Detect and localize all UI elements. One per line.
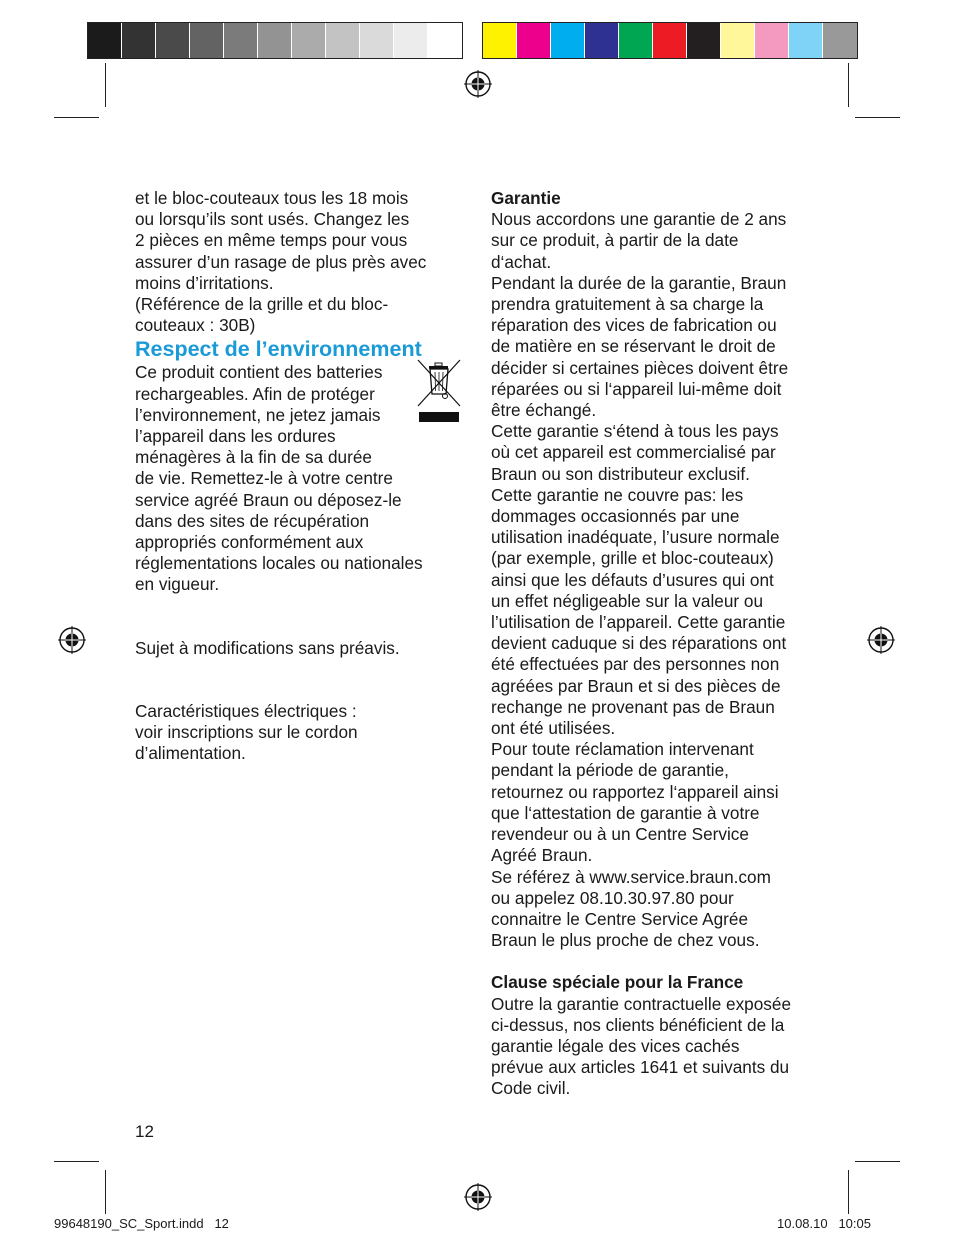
text-line: 2 pièces en même temps pour vous <box>135 230 408 251</box>
crossed-out-wheelie-bin-icon <box>416 354 462 428</box>
crop-mark <box>855 117 900 118</box>
color-swatch <box>789 23 823 58</box>
environment-paragraph <box>135 362 465 595</box>
text-line: dans des sites de récupération <box>135 510 370 531</box>
modification-notice: Sujet à modifications sans préavis. <box>135 637 400 658</box>
text-line: d’alimentation. <box>135 743 246 764</box>
text-line: que l‘attestation de garantie à votre <box>491 802 760 823</box>
text-line: Agréé Braun. <box>491 845 593 866</box>
france-clause-paragraph <box>491 994 826 1100</box>
text-line: dommages occasionnés par une <box>491 506 740 527</box>
text-line: (Référence de la grille et du bloc- <box>135 294 389 315</box>
text-line: prendra gratuitement à sa charge la <box>491 294 764 315</box>
grayscale-calibration-bar <box>87 22 463 59</box>
color-swatch <box>292 23 326 58</box>
text-line: de matière en se réservant le droit de <box>491 336 776 357</box>
text-line: Se référez à www.service.braun.com <box>491 866 771 887</box>
text-line: Cette garantie ne couvre pas: les <box>491 484 744 505</box>
text-line: et le bloc-couteaux tous les 18 mois <box>135 188 409 208</box>
color-swatch <box>653 23 687 58</box>
intro-paragraph <box>135 188 465 336</box>
color-calibration-bar <box>482 22 858 59</box>
text-line: revendeur ou à un Centre Service <box>491 824 749 845</box>
text-line: Outre la garantie contractuelle exposée <box>491 993 792 1014</box>
crop-mark <box>848 63 849 107</box>
text-line: l’appareil dans les ordures <box>135 426 336 447</box>
color-swatch <box>721 23 755 58</box>
guarantee-paragraph <box>491 209 826 951</box>
text-line: ou lorsqu’ils sont usés. Changez les <box>135 209 410 230</box>
crop-mark <box>54 117 99 118</box>
footer-date-info: 10.08.10 10:05 <box>777 1216 871 1231</box>
text-line: l’environnement, ne jetez jamais <box>135 404 381 425</box>
text-line: assurer d’un rasage de plus près avec <box>135 251 427 272</box>
color-swatch <box>483 23 517 58</box>
text-line: connaitre le Centre Service Agrée <box>491 908 748 929</box>
color-swatch <box>190 23 224 58</box>
text-line: garantie légale des vices cachés <box>491 1035 740 1056</box>
footer-file-info: 99648190_SC_Sport.indd 12 <box>54 1216 229 1231</box>
text-line: réparation des vices de fabrication ou <box>491 315 777 336</box>
color-swatch <box>326 23 360 58</box>
text-line: ci-dessus, nos clients bénéficient de la <box>491 1014 785 1035</box>
france-clause-heading: Clause spéciale pour la France <box>491 972 744 993</box>
text-line: rechargeables. Afin de protéger <box>135 383 375 404</box>
text-line: Ce produit contient des batteries <box>135 362 383 383</box>
text-line: Nous accordons une garantie de 2 ans <box>491 209 787 230</box>
text-line: ainsi que les défauts d’usures qui ont <box>491 569 774 590</box>
text-line: utilisation inadéquate, l’usure normale <box>491 527 780 548</box>
text-line: retournez ou rapportez l‘appareil ainsi <box>491 781 779 802</box>
text-line: (par exemple, grille et bloc-couteaux) <box>491 548 774 569</box>
text-line: réparées ou si l‘appareil lui-même doit <box>491 378 782 399</box>
text-line: un effet négligeable sur la valeur ou <box>491 590 764 611</box>
registration-mark-icon <box>464 1183 492 1211</box>
text-line: prévue aux articles 1641 et suivants du <box>491 1057 790 1078</box>
color-swatch <box>517 23 551 58</box>
text-line: être échangé. <box>491 400 597 421</box>
color-swatch <box>551 23 585 58</box>
text-line: ont été utilisées. <box>491 718 616 739</box>
right-column <box>491 188 826 1100</box>
color-swatch <box>258 23 292 58</box>
text-line: ou appelez 08.10.30.97.80 pour <box>491 887 734 908</box>
text-line: appropriés conformément aux <box>135 532 364 553</box>
text-line: ménagères à la fin de sa durée <box>135 447 372 468</box>
text-line: sur ce produit, à partir de la date <box>491 230 739 251</box>
color-swatch <box>224 23 258 58</box>
color-swatch <box>585 23 619 58</box>
color-swatch <box>687 23 721 58</box>
text-line: en vigueur. <box>135 574 220 595</box>
color-swatch <box>88 23 122 58</box>
text-line: agréées par Braun et si des pièces de <box>491 675 781 696</box>
guarantee-heading: Garantie <box>491 188 561 208</box>
crop-mark <box>848 1170 849 1214</box>
text-line: Pendant la durée de la garantie, Braun <box>491 272 787 293</box>
registration-mark-icon <box>464 70 492 98</box>
text-line: rechange ne provenant pas de Braun <box>491 696 775 717</box>
text-line: devient caduque si des réparations ont <box>491 633 787 654</box>
text-line: moins d’irritations. <box>135 272 274 293</box>
page-number: 12 <box>135 1122 154 1141</box>
crop-mark <box>105 63 106 107</box>
text-line: couteaux : 30B) <box>135 315 256 336</box>
crop-mark <box>54 1161 99 1162</box>
left-column <box>135 188 465 764</box>
text-line: réglementations locales ou nationales <box>135 553 423 574</box>
text-line: d‘achat. <box>491 251 552 272</box>
text-line: service agréé Braun ou déposez-le <box>135 489 402 510</box>
text-line: Pour toute réclamation intervenant <box>491 739 754 760</box>
color-swatch <box>394 23 428 58</box>
text-line: Code civil. <box>491 1078 571 1099</box>
text-line: décider si certaines pièces doivent être <box>491 357 789 378</box>
color-swatch <box>360 23 394 58</box>
text-line: été effectuées par des personnes non <box>491 654 780 675</box>
text-line: où cet appareil est commercialisé par <box>491 442 776 463</box>
electrical-characteristics <box>135 701 465 765</box>
text-line: voir inscriptions sur le cordon <box>135 722 358 743</box>
color-swatch <box>755 23 789 58</box>
text-line: Braun ou son distributeur exclusif. <box>491 463 750 484</box>
color-swatch <box>156 23 190 58</box>
text-line: de vie. Remettez-le à votre centre <box>135 468 393 489</box>
color-swatch <box>823 23 857 58</box>
color-swatch <box>428 23 462 58</box>
text-line: l’utilisation de l’appareil. Cette garantie <box>491 612 786 633</box>
crop-mark <box>855 1161 900 1162</box>
registration-mark-icon <box>58 626 86 654</box>
registration-mark-icon <box>867 626 895 654</box>
crop-mark <box>105 1170 106 1214</box>
text-line: pendant la période de garantie, <box>491 760 729 781</box>
text-line: Caractéristiques électriques : <box>135 700 357 721</box>
color-swatch <box>619 23 653 58</box>
text-line: Cette garantie s‘étend à tous les pays <box>491 421 779 442</box>
environment-heading: Respect de l’environnement <box>135 337 422 362</box>
text-line: Braun le plus proche de chez vous. <box>491 930 760 951</box>
color-swatch <box>122 23 156 58</box>
